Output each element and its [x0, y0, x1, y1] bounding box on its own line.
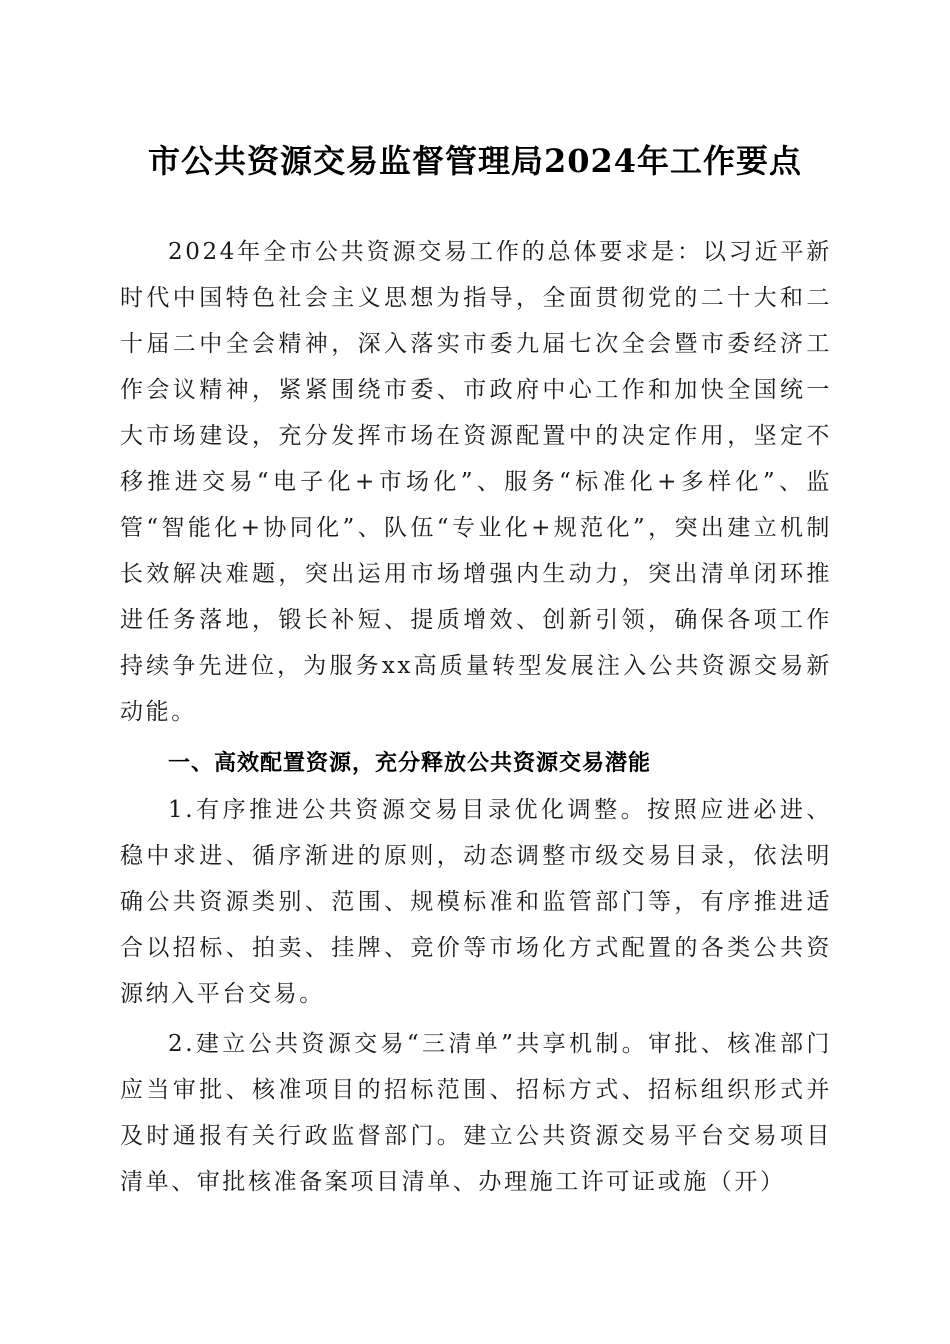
intro-paragraph: 2024年全市公共资源交易工作的总体要求是：以习近平新时代中国特色社会主义思想为指导，全面贯彻党的二十大和二十届二中全会精神，深入落实市委九届七次全会暨市委经济工作会议精神，紧紧围绕市委、市政府中心工作和加快全国统一大市场建设，充分发挥市场在资源配置中的决定作用，坚定不移推进交易“电子化+市场化”、服务“标准化+多样化”、监管“智能化+协同化”、队伍“专业化+规范化”，突出建立机制长效解决难题，突出运用市场增强内生动力，突出清单闭环推进任务落地，锻长补短、提质增效、创新引领，确保各项工作持续争先进位，为服务xx高质量转型发展注入公共资源交易新动能。 [120, 239, 832, 725]
document-body [120, 229, 832, 1205]
list-item: 2.建立公共资源交易“三清单”共享机制。审批、核准部门应当审批、核准项目的招标范围、招标方式、招标组织形式并及时通报有关行政监督部门。建立公共资源交易平台交易项目清单、审批核准备案项目清单、办理施工许可证或施（开） [120, 1031, 832, 1195]
section-heading: 一、高效配置资源，充分释放公共资源交易潜能 [168, 751, 652, 776]
document-title: 市公共资源交易监督管理局2024年工作要点 [147, 142, 803, 180]
list-item: 1.有序推进公共资源交易目录优化调整。按照应进必进、稳中求进、循序渐进的原则，动态调整市级交易目录，依法明确公共资源类别、范围、规模标准和监管部门等，有序推进适合以招标、拍卖、挂牌、竞价等市场化方式配置的各类公共资源纳入平台交易。 [120, 797, 832, 1007]
